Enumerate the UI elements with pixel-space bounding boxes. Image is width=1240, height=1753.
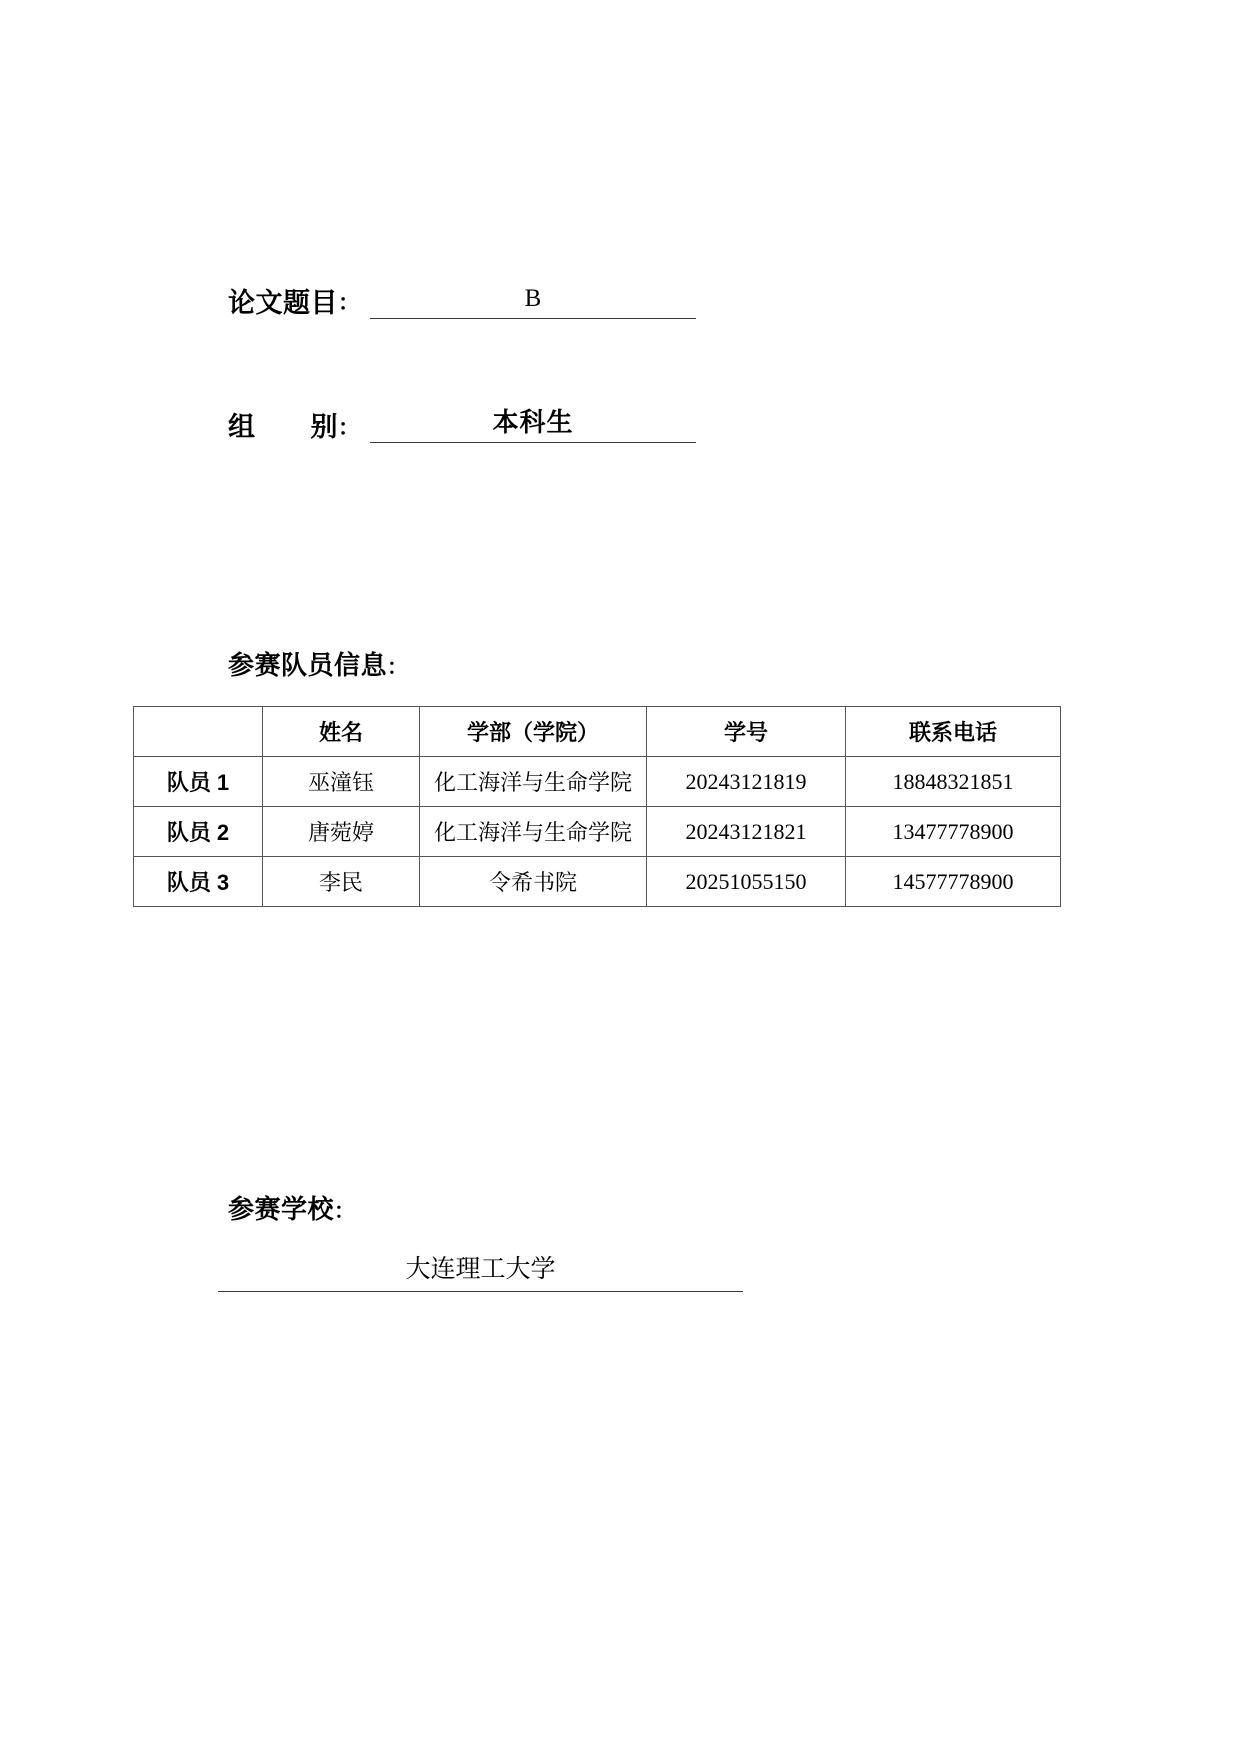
column-header-name: 姓名 — [263, 707, 420, 757]
paper-title-value-underline[interactable] — [370, 285, 696, 319]
member-student-id: 20243121821 — [647, 807, 846, 857]
column-header-student-id: 学号 — [647, 707, 846, 757]
table-header-row — [134, 707, 1061, 757]
table-row — [134, 757, 1061, 807]
school-name-underline — [218, 1291, 743, 1292]
member-department: 化工海洋与生命学院 — [420, 757, 647, 807]
member-index-label: 队员 1 — [134, 757, 263, 807]
column-header-phone: 联系电话 — [846, 707, 1061, 757]
column-header-department: 学部（学院） — [420, 707, 647, 757]
team-members-table — [133, 706, 1061, 907]
member-name: 巫潼钰 — [263, 757, 420, 807]
members-heading-colon: ： — [387, 656, 409, 679]
members-section-heading — [228, 645, 409, 682]
member-phone: 14577778900 — [846, 857, 1061, 907]
member-name: 唐菀婷 — [263, 807, 420, 857]
group-category-value: 本科生 — [492, 407, 574, 437]
member-index-label: 队员 2 — [134, 807, 263, 857]
group-category-label: 组 别 — [228, 412, 338, 443]
paper-title-field — [228, 285, 696, 319]
member-phone: 13477778900 — [846, 807, 1061, 857]
school-name-field[interactable] — [218, 1255, 743, 1292]
member-phone: 18848321851 — [846, 757, 1061, 807]
school-heading-text: 参赛学校 — [228, 1194, 335, 1224]
table-row — [134, 857, 1061, 907]
paper-title-value: B — [524, 285, 542, 312]
group-category-colon: ： — [338, 414, 361, 440]
member-index-label: 队员 3 — [134, 857, 263, 907]
group-category-value-underline[interactable] — [370, 408, 696, 443]
school-heading-colon: ： — [334, 1200, 356, 1223]
members-heading-text: 参赛队员信息 — [228, 650, 388, 680]
member-student-id: 20251055150 — [647, 857, 846, 907]
member-department: 令希书院 — [420, 857, 647, 907]
member-student-id: 20243121819 — [647, 757, 846, 807]
column-header-index — [134, 707, 263, 757]
school-name-value: 大连理工大学 — [405, 1256, 556, 1283]
paper-title-colon: ： — [338, 290, 361, 316]
paper-title-label: 论文题目 — [228, 288, 338, 319]
table-row — [134, 807, 1061, 857]
school-section-heading — [228, 1189, 356, 1226]
member-department: 化工海洋与生命学院 — [420, 807, 647, 857]
member-name: 李民 — [263, 857, 420, 907]
group-category-field — [228, 408, 696, 443]
